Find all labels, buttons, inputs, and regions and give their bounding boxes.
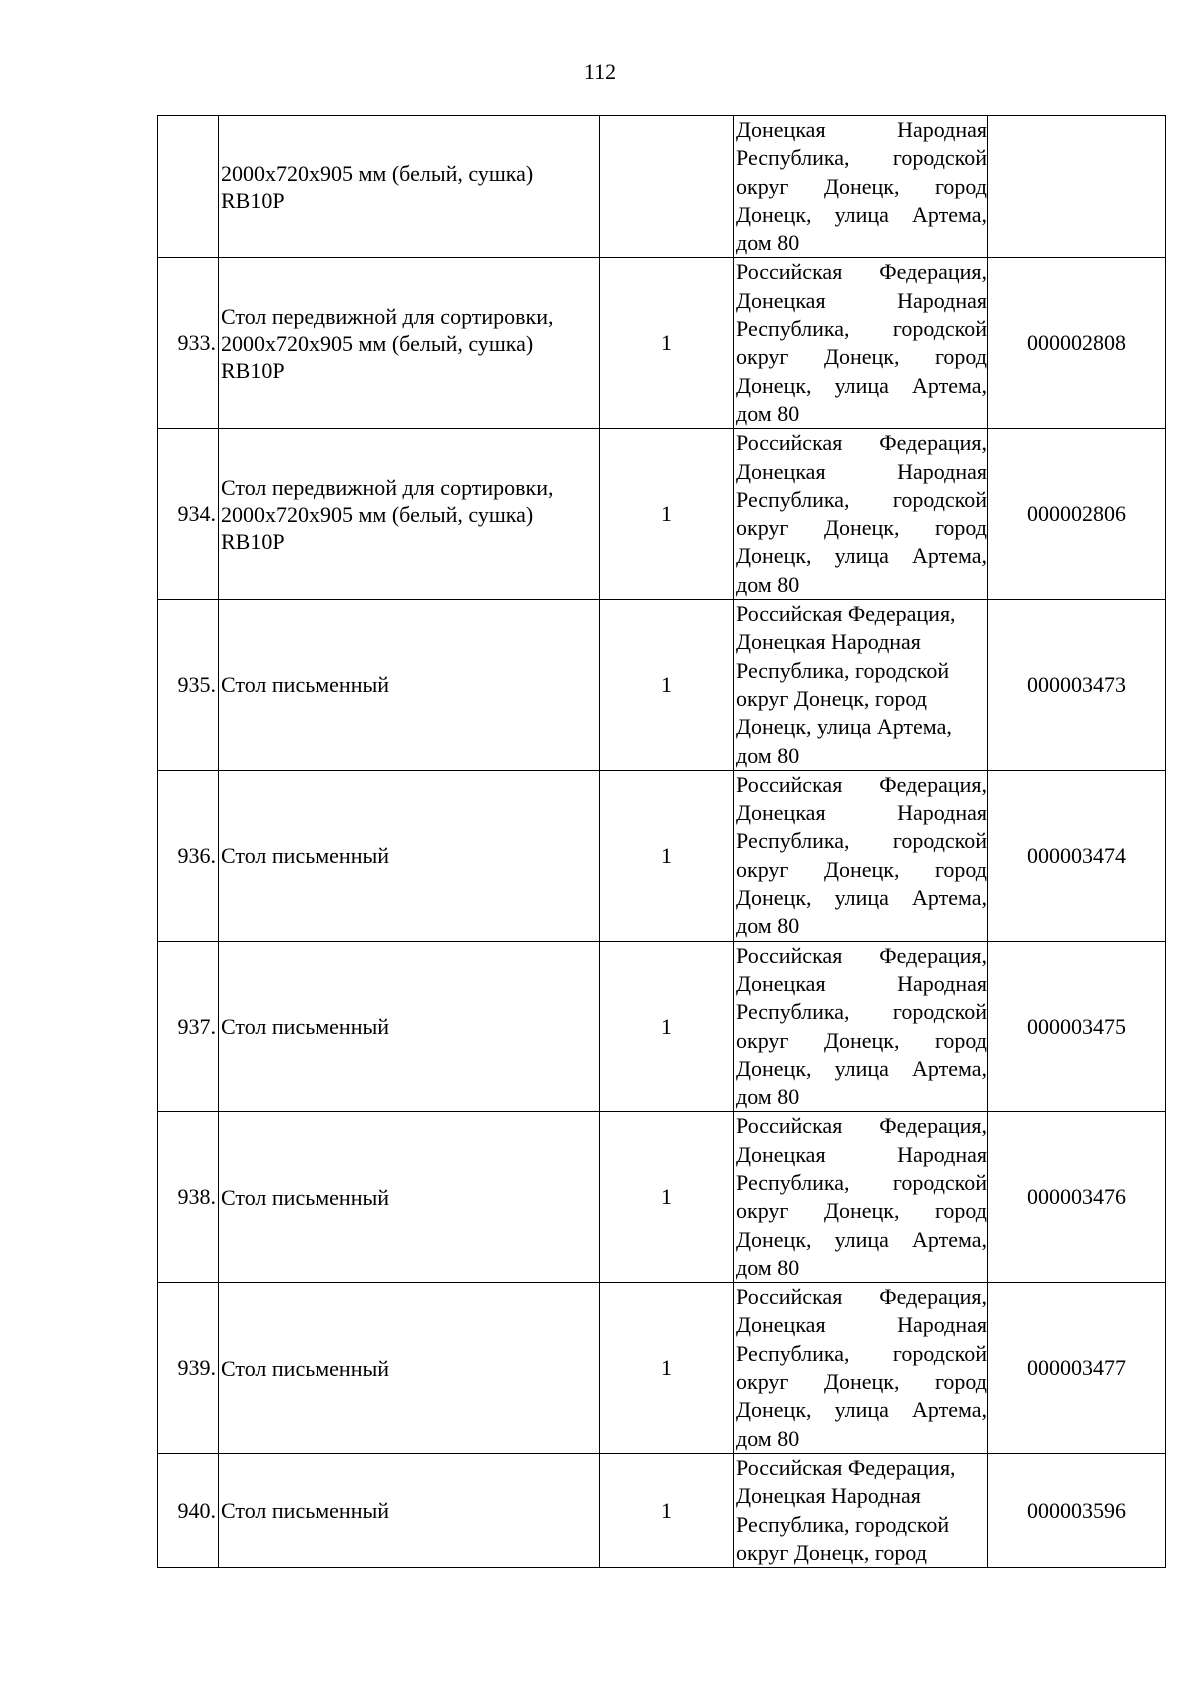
address-line: Российская Федерация, <box>736 601 956 627</box>
inventory-number: 000002806 <box>988 429 1166 600</box>
address-line: дом 80 <box>736 400 800 426</box>
item-address <box>734 1112 988 1283</box>
item-name <box>219 258 600 429</box>
item-name-line: 2000х720х905 мм (белый, сушка) <box>221 160 534 186</box>
row-number: 934. <box>158 429 219 600</box>
item-quantity: 1 <box>600 941 734 1112</box>
address-line: округ Донецк, город <box>736 685 927 711</box>
address-line: Донецк, улица Артема, <box>736 543 987 569</box>
address-line: дом 80 <box>736 742 800 768</box>
address-line: Республика, городской <box>736 999 987 1025</box>
item-name <box>219 941 600 1112</box>
row-number: 939. <box>158 1283 219 1454</box>
item-quantity: 1 <box>600 258 734 429</box>
inventory-number: 000002808 <box>988 258 1166 429</box>
address-line: Донецкая Народная <box>736 800 987 826</box>
address-line: дом 80 <box>736 913 800 939</box>
address-line: округ Донецк, город <box>736 515 987 541</box>
address-line: округ Донецк, город <box>736 856 987 882</box>
table-row <box>158 770 1166 941</box>
item-address <box>734 1453 988 1567</box>
address-line: дом 80 <box>736 1084 800 1110</box>
address-line: Донецкая Народная <box>736 458 987 484</box>
address-line: Донецкая Народная <box>736 287 987 313</box>
address-line: дом 80 <box>736 230 800 256</box>
address-line: Донецкая Народная <box>736 970 987 996</box>
address-line: округ Донецк, город <box>736 1198 987 1224</box>
address-line: округ Донецк, город <box>736 1539 927 1565</box>
item-quantity <box>600 116 734 258</box>
item-name-line: Стол передвижной для сортировки, <box>221 474 554 500</box>
address-line: Республика, городской <box>736 828 987 854</box>
item-name-line: RB10P <box>221 187 285 213</box>
item-name-line: 2000х720х905 мм (белый, сушка) <box>221 330 534 356</box>
item-name-line: RB10P <box>221 528 285 554</box>
item-quantity: 1 <box>600 600 734 771</box>
item-quantity: 1 <box>600 770 734 941</box>
address-line: Республика, городской <box>736 1511 950 1537</box>
item-address <box>734 258 988 429</box>
address-line: дом 80 <box>736 571 800 597</box>
table-row <box>158 1112 1166 1283</box>
row-number: 937. <box>158 941 219 1112</box>
row-number: 933. <box>158 258 219 429</box>
address-line: округ Донецк, город <box>736 1369 987 1395</box>
table-row <box>158 941 1166 1112</box>
address-line: округ Донецк, город <box>736 173 987 199</box>
address-line: Донецкая Народная <box>736 1312 987 1338</box>
inventory-number <box>988 116 1166 258</box>
address-line: Донецк, улица Артема, <box>736 1397 987 1423</box>
property-table <box>157 115 1166 1568</box>
item-name-line: 2000х720х905 мм (белый, сушка) <box>221 501 534 527</box>
item-quantity: 1 <box>600 429 734 600</box>
row-number: 935. <box>158 600 219 771</box>
item-name <box>219 600 600 771</box>
item-quantity: 1 <box>600 1453 734 1567</box>
address-line: Донецкая Народная <box>736 117 987 142</box>
table-row <box>158 1453 1166 1567</box>
address-line: Донецкая Народная <box>736 1483 921 1509</box>
item-name-line: Стол письменный <box>221 1355 390 1381</box>
row-number: 936. <box>158 770 219 941</box>
item-address <box>734 1283 988 1454</box>
address-line: Республика, городской <box>736 486 987 512</box>
address-line: округ Донецк, город <box>736 1027 987 1053</box>
address-line: Республика, городской <box>736 1169 987 1195</box>
inventory-number: 000003473 <box>988 600 1166 771</box>
address-line: Донецк, улица Артема, <box>736 201 987 227</box>
table-row <box>158 600 1166 771</box>
address-line: Российская Федерация, <box>736 259 987 285</box>
item-name-line: RB10P <box>221 357 285 383</box>
inventory-number: 000003476 <box>988 1112 1166 1283</box>
item-quantity: 1 <box>600 1283 734 1454</box>
item-name-line: Стол передвижной для сортировки, <box>221 303 554 329</box>
address-line: Российская Федерация, <box>736 942 987 968</box>
address-line: Российская Федерация, <box>736 1113 987 1139</box>
table-row <box>158 1283 1166 1454</box>
address-line: Российская Федерация, <box>736 771 987 797</box>
table-row <box>158 116 1166 258</box>
address-line: округ Донецк, город <box>736 344 987 370</box>
inventory-number: 000003477 <box>988 1283 1166 1454</box>
address-line: Российская Федерация, <box>736 430 987 456</box>
table-row <box>158 429 1166 600</box>
address-line: дом 80 <box>736 1254 800 1280</box>
row-number <box>158 116 219 258</box>
address-line: Республика, городской <box>736 316 987 342</box>
item-name-line: Стол письменный <box>221 672 390 698</box>
item-name <box>219 1283 600 1454</box>
item-address <box>734 429 988 600</box>
item-quantity: 1 <box>600 1112 734 1283</box>
item-name <box>219 770 600 941</box>
item-name <box>219 1112 600 1283</box>
address-line: Республика, городской <box>736 657 950 683</box>
row-number: 940. <box>158 1453 219 1567</box>
row-number: 938. <box>158 1112 219 1283</box>
address-line: Донецкая Народная <box>736 1141 987 1167</box>
address-line: Донецк, улица Артема, <box>736 885 987 911</box>
address-line: Республика, городской <box>736 145 987 171</box>
address-line: Донецк, улица Артема, <box>736 1226 987 1252</box>
address-line: Республика, городской <box>736 1340 987 1366</box>
item-address <box>734 116 988 258</box>
item-name-line: Стол письменный <box>221 843 390 869</box>
item-address <box>734 941 988 1112</box>
address-line: Донецкая Народная <box>736 629 921 655</box>
address-line: Российская Федерация, <box>736 1284 987 1310</box>
table-body <box>158 116 1166 1568</box>
item-name-line: Стол письменный <box>221 1498 390 1524</box>
inventory-number: 000003474 <box>988 770 1166 941</box>
item-name-line: Стол письменный <box>221 1184 390 1210</box>
address-line: Российская Федерация, <box>736 1454 956 1480</box>
item-name <box>219 429 600 600</box>
item-address <box>734 600 988 771</box>
item-name-line: Стол письменный <box>221 1014 390 1039</box>
address-line: Донецк, улица Артема, <box>736 1055 987 1081</box>
inventory-number: 000003596 <box>988 1453 1166 1567</box>
inventory-number: 000003475 <box>988 941 1166 1112</box>
item-name <box>219 116 600 258</box>
address-line: Донецк, улица Артема, <box>736 714 952 740</box>
address-line: Донецк, улица Артема, <box>736 372 987 398</box>
item-address <box>734 770 988 941</box>
table-row <box>158 258 1166 429</box>
address-line: дом 80 <box>736 1425 800 1451</box>
page-number: 112 <box>583 59 617 84</box>
item-name <box>219 1453 600 1567</box>
